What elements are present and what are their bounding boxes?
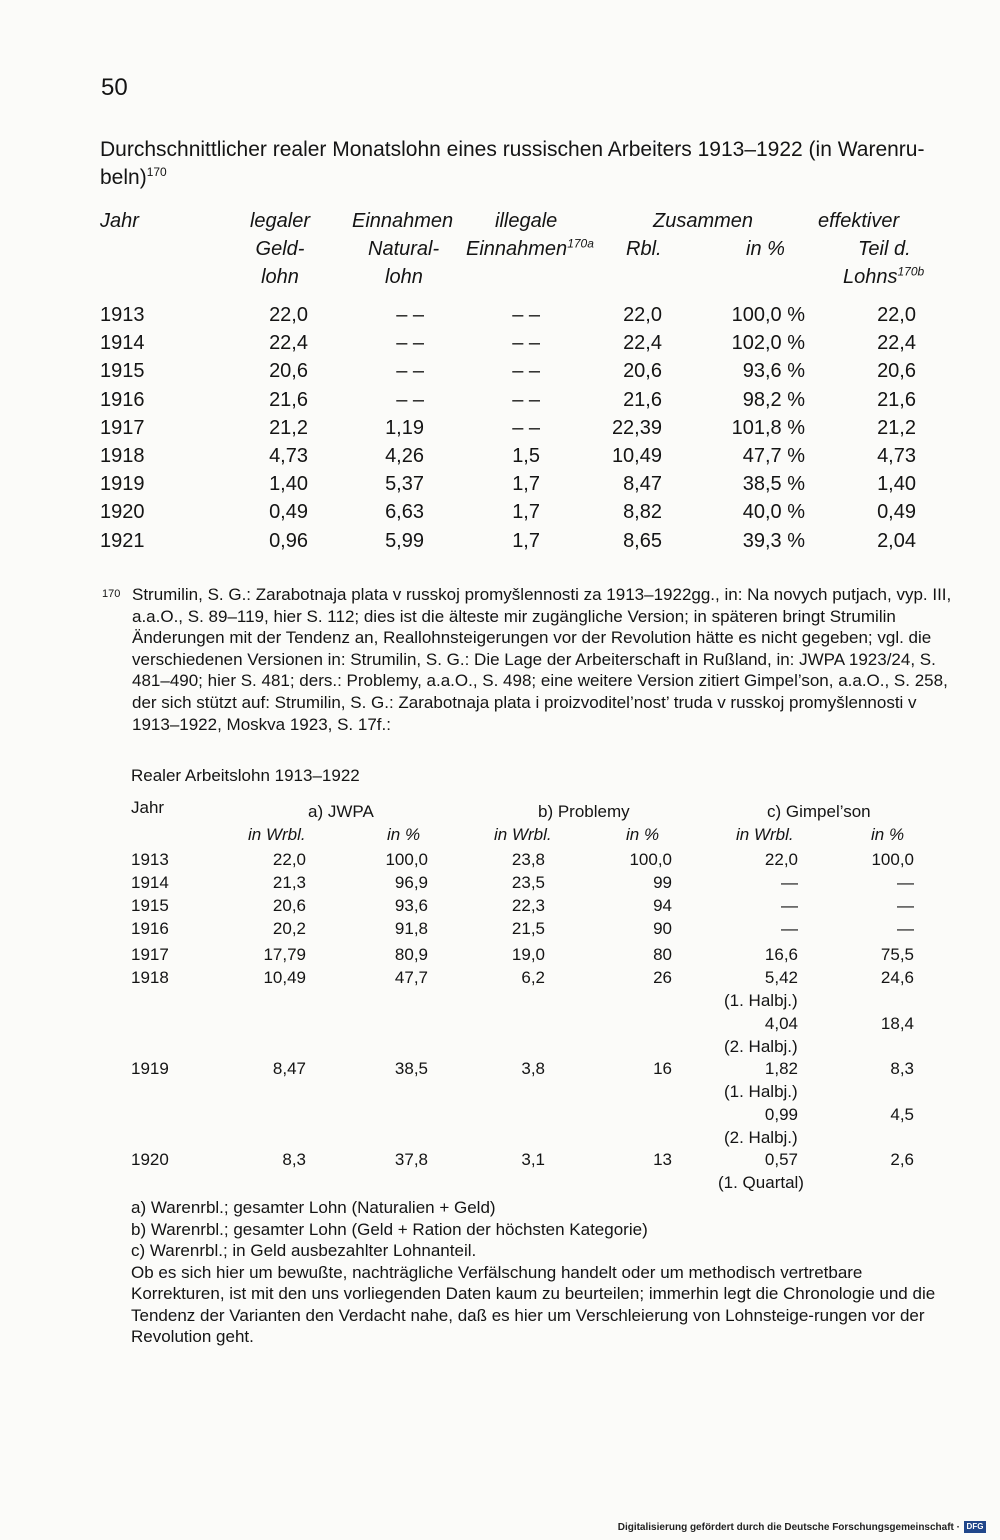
t1-cell-illegal-1919: 1,7 (512, 473, 540, 496)
t2-cell-c_wrbl-1919: 1,82 (764, 1059, 798, 1078)
footnote-170 (100, 584, 955, 735)
t2-a-in-wrbl: in Wrbl. (248, 825, 306, 844)
t1-cell-illegal-1917: – – (512, 416, 540, 439)
t1-cell-rbl-1921: 8,65 (623, 529, 662, 552)
t2-cell-a_wrbl-1916: 20,2 (272, 919, 306, 938)
t2-group-b: b) Problemy (538, 802, 630, 821)
t1-cell-natural-1915: – – (396, 360, 424, 383)
t2-cell-year-1918: 1918 (131, 968, 169, 987)
real-wage-table-title: Realer Arbeitslohn 1913–1922 (131, 766, 360, 785)
t1-cell-year-1920: 1920 (100, 501, 145, 524)
t2-cell-c_pct-1914: — (897, 873, 914, 892)
t1-cell-illegal-1920: 1,7 (512, 501, 540, 524)
t2-cell-b_wrbl-1920: 3,1 (521, 1150, 545, 1169)
t1-cell-natural-1913: – – (396, 304, 424, 326)
t2-cell-b_pct-1918: 26 (653, 968, 672, 987)
t1-cell-pct-1919: 38,5 % (742, 473, 805, 496)
t2-1918-halbj2: (2. Halbj.) (724, 1037, 798, 1056)
t2-cell-year-1917: 1917 (131, 945, 169, 964)
t2-1919b-wrbl: 0,99 (764, 1105, 798, 1124)
t1-cell-rbl-1914: 22,4 (623, 332, 662, 355)
col-header-illegale: illegale (495, 210, 558, 232)
t2-b-in-wrbl: in Wrbl. (494, 825, 552, 844)
t2-1918b-pct: 18,4 (880, 1014, 914, 1033)
t2-cell-c_wrbl-1914: — (781, 873, 798, 892)
t1-cell-illegal-1915: – – (512, 360, 540, 383)
t1-cell-eff-1916: 21,6 (877, 388, 916, 411)
t2-cell-a_pct-1915: 93,6 (394, 896, 428, 915)
t2-cell-b_pct-1913: 100,0 (629, 850, 672, 869)
t1-cell-eff-1920: 0,49 (877, 501, 916, 524)
t2-c-in-pct: in % (871, 825, 905, 844)
t1-cell-pct-1914: 102,0 % (731, 332, 805, 355)
t1-cell-eff-1913: 22,0 (877, 304, 916, 326)
col-header-legaler: legaler (249, 210, 311, 232)
t1-cell-geld-1914: 22,4 (269, 332, 308, 355)
t2-cell-c_wrbl-1920: 0,57 (764, 1150, 798, 1169)
col-header-einnahmen: Einnahmen (352, 210, 454, 232)
t2-1918-halbj1: (1. Halbj.) (724, 991, 798, 1010)
t1-cell-geld-1919: 1,40 (269, 473, 308, 496)
t2-a-in-pct: in % (387, 825, 421, 844)
t1-cell-rbl-1916: 21,6 (623, 388, 662, 411)
t2-cell-a_pct-1917: 80,9 (394, 945, 428, 964)
t2-group-c: c) Gimpel’son (767, 802, 871, 821)
footnote-number: 170 (102, 588, 121, 600)
t1-cell-illegal-1918: 1,5 (512, 445, 540, 467)
t2-cell-year-1916: 1916 (131, 919, 169, 938)
t1-cell-geld-1920: 0,49 (269, 501, 308, 524)
col-header-effektiver-2: Teil d. (858, 238, 911, 260)
t2-cell-c_wrbl-1918: 5,42 (764, 968, 798, 987)
t1-cell-rbl-1913: 22,0 (623, 304, 662, 326)
t1-cell-geld-1915: 20,6 (269, 360, 308, 383)
t2-cell-year-1920: 1920 (131, 1150, 169, 1169)
t2-cell-b_pct-1919: 16 (653, 1059, 672, 1078)
t2-cell-c_pct-1919: 8,3 (890, 1059, 914, 1078)
col-header-effektiver: effektiver (818, 210, 900, 232)
t1-cell-geld-1921: 0,96 (269, 529, 308, 552)
col-header-jahr: Jahr (100, 210, 139, 232)
t1-cell-eff-1914: 22,4 (877, 332, 916, 355)
t1-cell-eff-1915: 20,6 (877, 360, 916, 383)
t1-cell-geld-1916: 21,6 (269, 388, 308, 411)
title-footnote-ref: 170 (146, 165, 167, 179)
t1-cell-geld-1913: 22,0 (269, 304, 308, 326)
t1-cell-year-1914: 1914 (100, 332, 145, 355)
note-commentary: Ob es sich hier um bewußte, nachträgliche Verfälschung handelt oder um methodisch vertretbare Korrekturen, ist mit den uns vorliegenden Daten kaum zu beurteilen; immerhin legt die Chronologie und die Tendenz der Varianten den Verdacht nahe, daß es hier um Verschleierung von Lohnsteige-rungen vor der Revolution geht. (131, 1262, 936, 1346)
t1-cell-illegal-1913: – – (512, 304, 540, 326)
t1-cell-year-1913: 1913 (100, 304, 145, 326)
t2-cell-b_pct-1915: 94 (653, 896, 672, 915)
t1-cell-pct-1921: 39,3 % (742, 529, 805, 552)
t2-cell-a_pct-1919: 38,5 (394, 1059, 428, 1078)
t1-cell-year-1918: 1918 (100, 445, 145, 467)
t2-c-in-wrbl: in Wrbl. (736, 825, 794, 844)
col-header-zusammen: Zusammen (653, 210, 754, 232)
t2-cell-b_wrbl-1916: 21,5 (511, 919, 545, 938)
t2-cell-year-1913: 1913 (131, 850, 169, 869)
t2-cell-a_wrbl-1919: 8,47 (272, 1059, 306, 1078)
t2-cell-c_pct-1913: 100,0 (871, 850, 914, 869)
t1-cell-eff-1919: 1,40 (877, 473, 916, 496)
col-header-einnahmen-2: Natural- (368, 238, 440, 260)
t1-cell-natural-1917: 1,19 (385, 416, 424, 439)
t2-cell-c_pct-1915: — (897, 896, 914, 915)
digitization-footer (618, 1521, 986, 1533)
t2-cell-a_wrbl-1915: 20,6 (272, 896, 306, 915)
note-c: c) Warenrbl.; in Geld ausbezahlter Lohnanteil. (131, 1241, 477, 1260)
col-header-einnahmen-3: lohn (385, 266, 423, 288)
t2-cell-b_wrbl-1914: 23,5 (511, 873, 545, 892)
t2-cell-a_pct-1913: 100,0 (385, 850, 428, 869)
col-header-legaler-3: lohn (261, 266, 299, 288)
t2-cell-a_wrbl-1914: 21,3 (272, 873, 306, 892)
t2-b-in-pct: in % (626, 825, 660, 844)
t1-cell-rbl-1920: 8,82 (623, 501, 662, 524)
t1-cell-natural-1914: – – (396, 332, 424, 355)
t2-cell-b_pct-1920: 13 (653, 1150, 672, 1169)
t2-cell-year-1915: 1915 (131, 896, 169, 915)
t1-cell-natural-1920: 6,63 (385, 501, 424, 524)
t2-cell-b_pct-1916: 90 (653, 919, 672, 938)
t2-cell-a_pct-1914: 96,9 (394, 873, 428, 892)
t2-1920-quartal: (1. Quartal) (718, 1173, 804, 1192)
t1-cell-pct-1918: 47,7 % (742, 445, 805, 467)
t2-group-a: a) JWPA (308, 802, 374, 821)
t2-cell-year-1914: 1914 (131, 873, 169, 892)
t2-cell-c_pct-1917: 75,5 (880, 945, 914, 964)
t1-cell-year-1917: 1917 (100, 416, 145, 439)
t2-cell-c_pct-1916: — (897, 919, 914, 938)
t1-cell-illegal-1916: – – (512, 388, 540, 411)
t1-cell-year-1916: 1916 (100, 388, 145, 411)
t2-cell-c_wrbl-1913: 22,0 (764, 850, 798, 869)
t1-cell-year-1919: 1919 (100, 473, 145, 496)
t1-cell-eff-1917: 21,2 (877, 416, 916, 439)
t2-cell-b_pct-1914: 99 (653, 873, 672, 892)
footer-text: Digitalisierung gefördert durch die Deutsche Forschungsgemeinschaft · (617, 1521, 960, 1533)
t2-cell-b_wrbl-1919: 3,8 (521, 1059, 545, 1078)
t1-cell-eff-1918: 4,73 (877, 445, 916, 467)
t2-cell-a_pct-1918: 47,7 (394, 968, 428, 987)
t1-cell-rbl-1915: 20,6 (623, 360, 662, 383)
dfg-logo: DFG (964, 1521, 986, 1533)
col-header-in-pct: in % (746, 238, 785, 260)
t2-1918b-wrbl: 4,04 (764, 1014, 798, 1033)
t1-cell-rbl-1919: 8,47 (623, 473, 662, 496)
t2-cell-b_pct-1917: 80 (653, 945, 672, 964)
t1-cell-pct-1920: 40,0 % (742, 501, 805, 524)
col-header-illegale-2: Einnahmen$^{170a}$ (466, 236, 594, 260)
t2-cell-c_pct-1918: 24,6 (880, 968, 914, 987)
col-header-effektiver-3: Lohns$^{170b}$ (843, 264, 925, 288)
t2-cell-a_wrbl-1920: 8,3 (282, 1150, 306, 1169)
t2-cell-c_wrbl-1916: — (781, 919, 798, 938)
note-a: a) Warenrbl.; gesamter Lohn (Naturalien + Geld) (131, 1198, 496, 1217)
t1-cell-year-1915: 1915 (100, 360, 145, 383)
t1-cell-geld-1918: 4,73 (269, 445, 308, 467)
t1-cell-natural-1919: 5,37 (385, 473, 424, 496)
t2-col-jahr: Jahr (131, 798, 165, 817)
footnote-text: Strumilin, S. G.: Zarabotnaja plata v russkoj promyšlennosti za 1913–1922gg., in: Na novych putjach, vyp. III, a.a.O., S. 89–119, hier S. 112; dies ist die älteste mir zugängliche Version; in späteren bringt Strumilin Änderungen mit der Tendenz an, Reallohnsteigerungen vor der Revolution hätte es nicht gegeben; vgl. die verschiedenen Versionen in: Strumilin, S. G.: Die Lage der Arbeiterschaft in Rußland, in: JWPA 1923/24, S. 481–490; hier S. 481; ders.: Problemy, a.a.O., S. 498; eine weitere Version zitiert Gimpel’son, a.a.O., S. 258, der sich stützt auf: Strumilin, S. G.: Zarabotnaja plata i proizvoditel’nost’ truda v russkoj promyšlennosti v 1913–1922, Moskva 1923, S. 17f.: (132, 585, 952, 734)
t1-cell-geld-1917: 21,2 (269, 416, 308, 439)
t2-cell-a_wrbl-1917: 17,79 (263, 945, 306, 964)
t1-cell-rbl-1917: 22,39 (611, 416, 662, 439)
col-header-rbl: Rbl. (626, 238, 662, 260)
t2-cell-year-1919: 1919 (131, 1059, 169, 1078)
title-text: Durchschnittlicher realer Monatslohn eines russischen Arbeiters 1913–1922 (in Warenru-beln) (100, 138, 925, 189)
t2-cell-c_wrbl-1915: — (781, 896, 798, 915)
t1-cell-pct-1913: 100,0 % (731, 304, 805, 326)
t1-cell-natural-1916: – – (396, 388, 424, 411)
t2-cell-c_wrbl-1917: 16,6 (764, 945, 798, 964)
t1-cell-natural-1918: 4,26 (385, 445, 424, 467)
t1-cell-illegal-1914: – – (512, 332, 540, 355)
t1-cell-pct-1917: 101,8 % (731, 416, 805, 439)
t2-cell-a_wrbl-1918: 10,49 (263, 968, 306, 987)
t1-cell-pct-1915: 93,6 % (742, 360, 805, 383)
t2-cell-b_wrbl-1917: 19,0 (511, 945, 545, 964)
t2-1919b-pct: 4,5 (890, 1105, 914, 1124)
t1-cell-pct-1916: 98,2 % (742, 388, 805, 411)
note-b: b) Warenrbl.; gesamter Lohn (Geld + Ration der höchsten Kategorie) (131, 1219, 648, 1239)
t2-cell-a_pct-1916: 91,8 (394, 919, 428, 938)
table-title (100, 136, 960, 192)
col-header-legaler-2: Geld- (255, 238, 305, 260)
t2-cell-b_wrbl-1915: 22,3 (511, 896, 545, 915)
t2-cell-a_wrbl-1913: 22,0 (272, 850, 306, 869)
t1-cell-eff-1921: 2,04 (877, 529, 916, 552)
t2-cell-c_pct-1920: 2,6 (890, 1150, 914, 1169)
t2-cell-b_wrbl-1918: 6,2 (521, 968, 545, 987)
t2-cell-a_pct-1920: 37,8 (394, 1150, 428, 1169)
t2-cell-b_wrbl-1913: 23,8 (511, 850, 545, 869)
t1-cell-year-1921: 1921 (100, 529, 145, 552)
t1-cell-illegal-1921: 1,7 (512, 529, 540, 552)
t1-cell-natural-1921: 5,99 (385, 529, 424, 552)
t1-cell-rbl-1918: 10,49 (611, 445, 662, 467)
table-notes (131, 1197, 953, 1348)
t2-1919-halbj1: (1. Halbj.) (724, 1082, 798, 1101)
t2-1919-halbj2: (2. Halbj.) (724, 1128, 798, 1147)
page-number: 50 (101, 74, 128, 101)
